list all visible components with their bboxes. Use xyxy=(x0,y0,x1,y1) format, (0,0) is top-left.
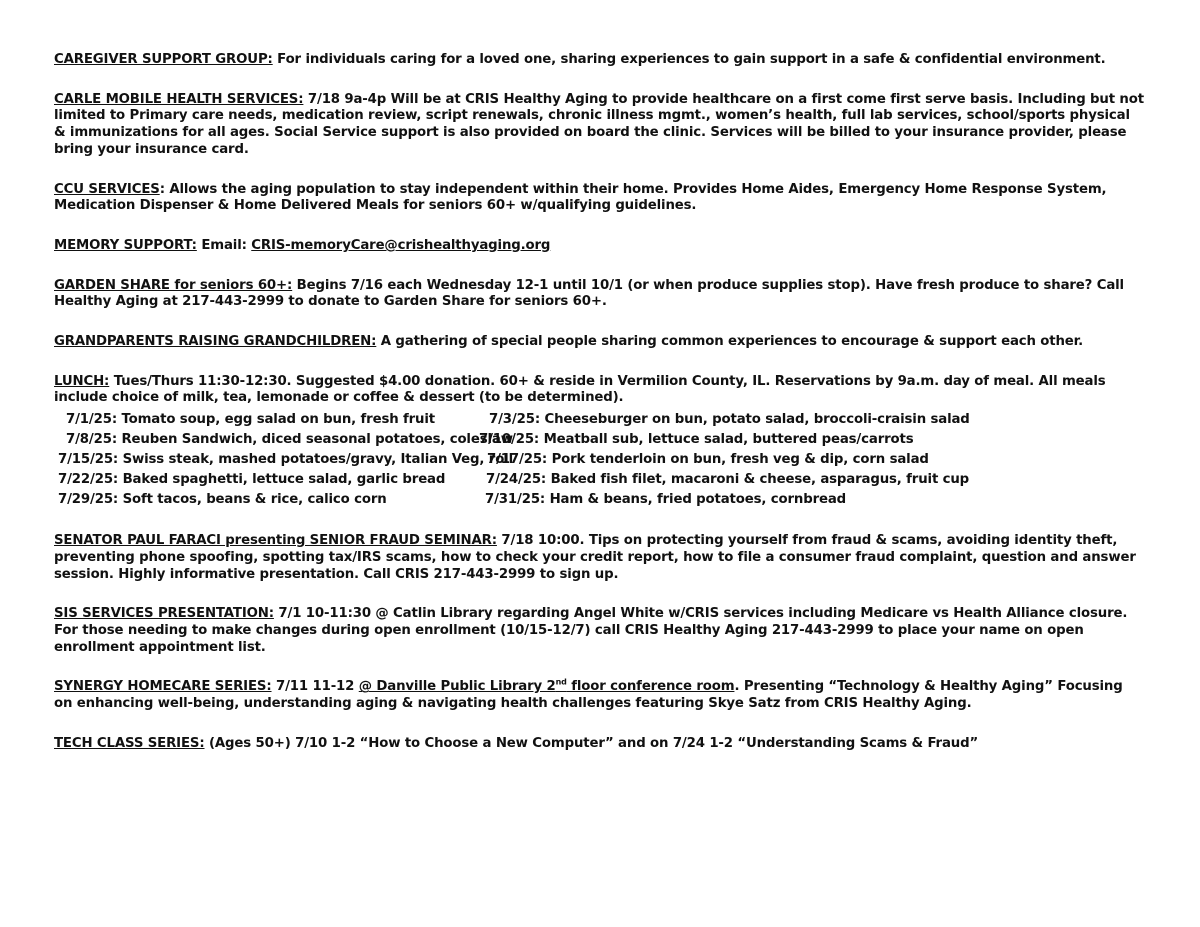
lunch-heading: LUNCH: xyxy=(54,373,110,389)
caregiver-entry xyxy=(54,52,1144,69)
menu-row xyxy=(54,450,1144,470)
menu-row xyxy=(54,410,1144,430)
menu-item: 7/29/25: Soft tacos, beans & rice, calico corn xyxy=(58,492,387,508)
synergy-location-b: floor conference room xyxy=(566,679,735,695)
garden-entry xyxy=(54,278,1144,311)
memory-email-label: Email: xyxy=(196,237,252,253)
menu-item: 7/22/25: Baked spaghetti, lettuce salad, garlic bread xyxy=(58,472,446,488)
grandparents-body: A gathering of special people sharing common experiences to encourage & support each other. xyxy=(376,334,1084,350)
synergy-body: . Presenting “Technology & Healthy Aging” Focusing on enhancing well-being, understanding aging & navigating health challenges featuring Skye Satz from CRIS Healthy Aging. xyxy=(54,679,1123,712)
grandparents-entry xyxy=(54,334,1144,351)
lunch-menu xyxy=(54,410,1144,510)
events-document xyxy=(54,52,1144,775)
tech-entry xyxy=(54,736,1144,753)
menu-item: 7/24/25: Baked fish filet, macaroni & cheese, asparagus, fruit cup xyxy=(486,472,970,488)
memory-email-link[interactable]: CRIS-memoryCare@crishealthyaging.org xyxy=(251,237,551,253)
menu-item: 7/15/25: Swiss steak, mashed potatoes/gravy, Italian Veg, roll xyxy=(58,452,514,468)
menu-item: 7/1/25: Tomato soup, egg salad on bun, fresh fruit xyxy=(66,412,435,428)
tech-body: (Ages 50+) 7/10 1-2 “How to Choose a New Computer” and on 7/24 1-2 “Understanding Scams & Fraud” xyxy=(204,735,979,751)
synergy-entry xyxy=(54,679,1144,712)
carle-body: 7/18 9a-4p Will be at CRIS Healthy Aging to provide healthcare on a first come first serve basis. Including but not limited to Primary care needs, medication review, script renewals, chronic illness mgmt., women’s health, full lab services, school/sports physical & immunizations for all ages. Social Service support is also provided on board the clinic. Services will be billed to your insurance provider, please bring your insurance card. xyxy=(54,91,1144,157)
ccu-heading: CCU SERVICES xyxy=(54,181,160,197)
synergy-heading: SYNERGY HOMECARE SERIES: xyxy=(54,679,272,695)
menu-row xyxy=(54,490,1144,510)
menu-item: 7/8/25: Reuben Sandwich, diced seasonal potatoes, coleslaw xyxy=(66,432,513,448)
garden-heading: GARDEN SHARE for seniors 60+: xyxy=(54,277,293,293)
menu-row xyxy=(54,470,1144,490)
menu-item: 7/31/25: Ham & beans, fried potatoes, cornbread xyxy=(485,492,847,508)
menu-item: 7/17/25: Pork tenderloin on bun, fresh veg & dip, corn salad xyxy=(487,452,929,468)
grandparents-heading: GRANDPARENTS RAISING GRANDCHILDREN: xyxy=(54,334,377,350)
garden-body: Begins 7/16 each Wednesday 12-1 until 10/1 (or when produce supplies stop). Have fresh produce to share? Call Healthy Aging at 217-443-2999 to donate to Garden Share for seniors 60+. xyxy=(54,277,1124,310)
lunch-intro xyxy=(54,374,1144,407)
sis-heading: SIS SERVICES PRESENTATION: xyxy=(54,606,274,622)
carle-entry xyxy=(54,92,1144,159)
tech-heading: TECH CLASS SERIES: xyxy=(54,735,205,751)
synergy-location xyxy=(359,679,735,694)
ccu-body: : Allows the aging population to stay independent within their home. Provides Home Aides, Emergency Home Response System, Medication Dispenser & Home Delivered Meals for seniors 60+ w/qualifying guidelines. xyxy=(54,181,1107,214)
synergy-location-a: @ Danville Public Library 2 xyxy=(358,679,556,695)
menu-item: 7/3/25: Cheeseburger on bun, potato salad, broccoli-craisin salad xyxy=(489,412,970,428)
memory-heading: MEMORY SUPPORT: xyxy=(54,237,197,253)
ccu-entry xyxy=(54,182,1144,215)
lunch-body: Tues/Thurs 11:30-12:30. Suggested $4.00 donation. 60+ & reside in Vermilion County, IL. Reservations by 9a.m. day of meal. All meals include choice of milk, tea, lemonade or coffee & dessert (to be determined). xyxy=(54,373,1106,406)
menu-row xyxy=(54,430,1144,450)
carle-heading: CARLE MOBILE HEALTH SERVICES: xyxy=(54,91,304,107)
lunch-entry xyxy=(54,374,1144,510)
menu-item: 7/10/25: Meatball sub, lettuce salad, buttered peas/carrots xyxy=(479,432,914,448)
memory-entry xyxy=(54,238,1144,255)
senator-heading: SENATOR PAUL FARACI presenting SENIOR FRAUD SEMINAR: xyxy=(54,533,497,549)
synergy-location-sup: nd xyxy=(555,677,567,687)
synergy-time: 7/11 11-12 xyxy=(271,679,359,695)
caregiver-body: For individuals caring for a loved one, sharing experiences to gain support in a safe & confidential environment. xyxy=(272,52,1106,67)
senator-body: 7/18 10:00. Tips on protecting yourself from fraud & scams, avoiding identity theft, preventing phone spoofing, spotting tax/IRS scams, how to check your credit report, how to file a consumer fraud complaint, question and answer session. Highly informative presentation. Call CRIS 217-443-2999 to sign up. xyxy=(54,533,1136,582)
senator-entry xyxy=(54,533,1144,583)
sis-body: 7/1 10-11:30 @ Catlin Library regarding Angel White w/CRIS services including Medicare vs Health Alliance closure. For those needing to make changes during open enrollment (10/15-12/7) call CRIS Healthy Aging 217-443-2999 to place your name on open enrollment appointment list. xyxy=(54,606,1128,655)
sis-entry xyxy=(54,606,1144,656)
caregiver-heading: CAREGIVER SUPPORT GROUP: xyxy=(54,52,273,67)
